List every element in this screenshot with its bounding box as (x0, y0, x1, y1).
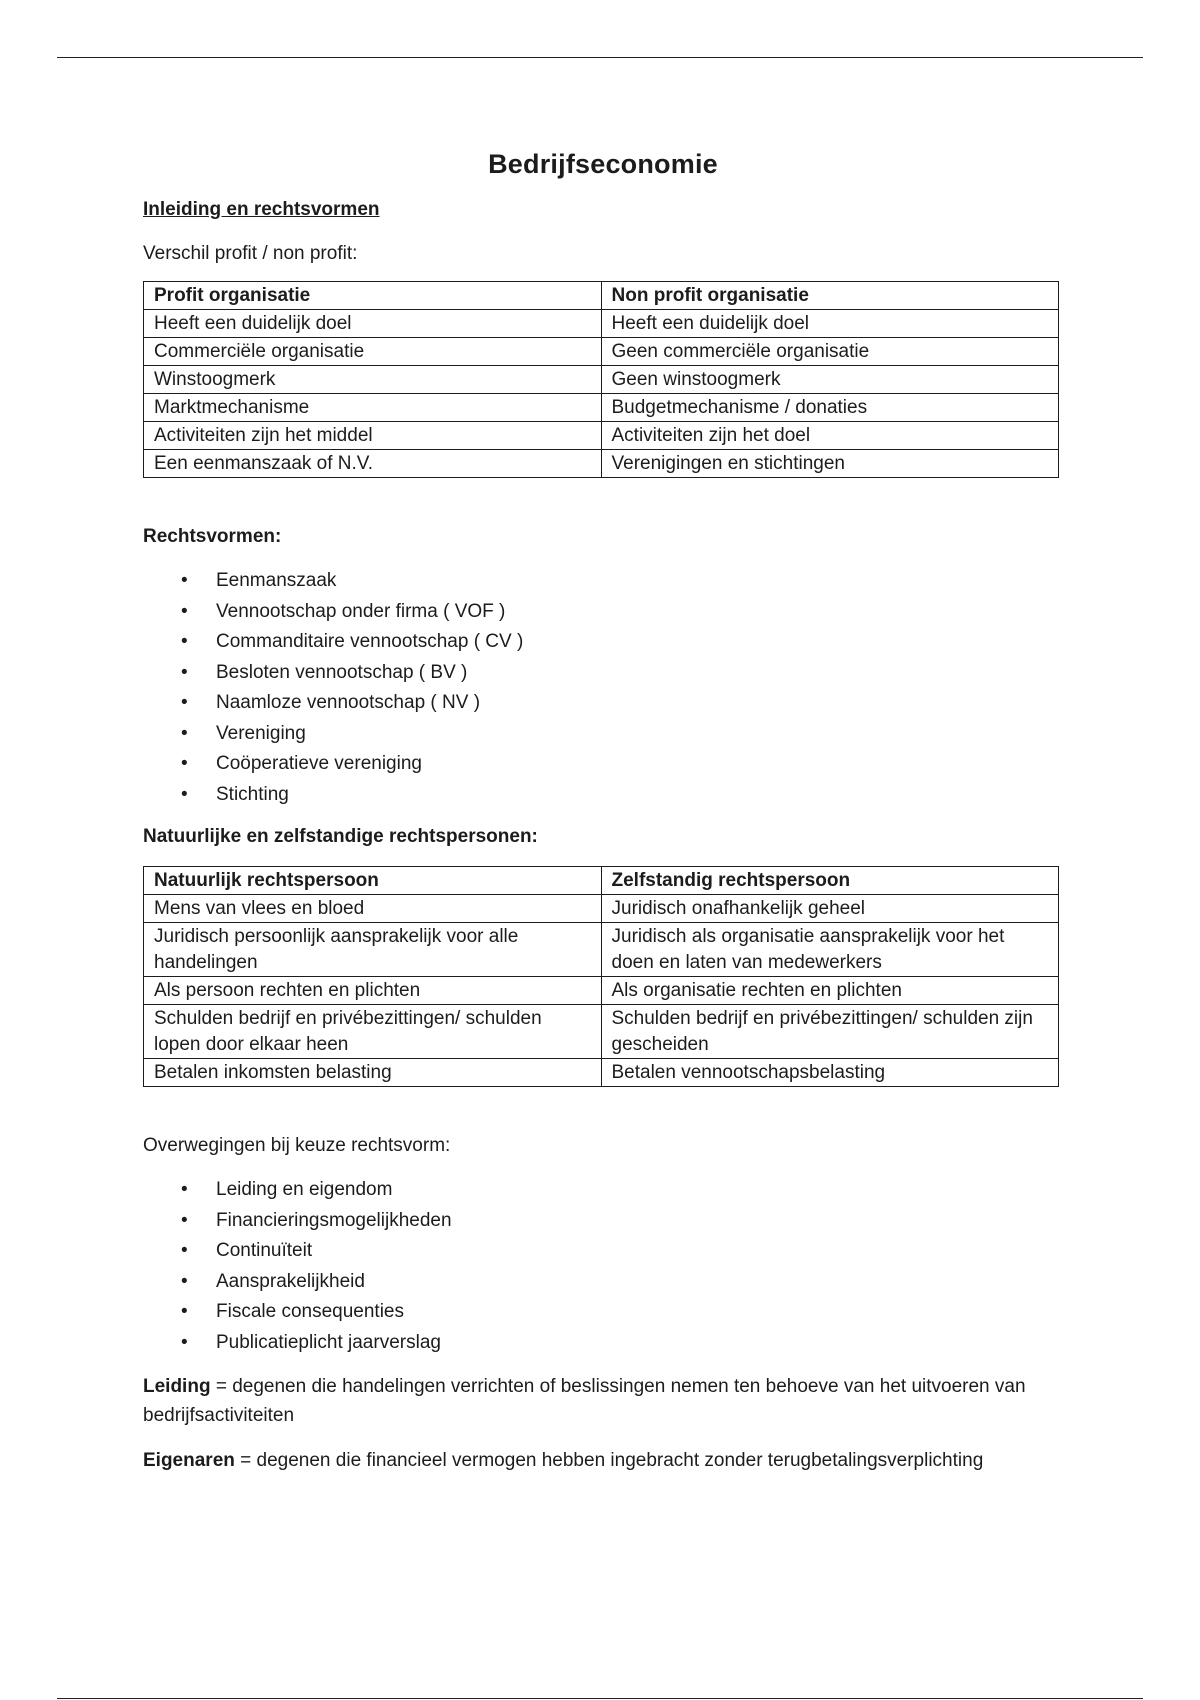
table-header-cell: Zelfstandig rechtspersoon (601, 867, 1059, 895)
definition-text: = degenen die handelingen verrichten of beslissingen nemen ten behoeve van het uitvoeren van bedrijfsactiviteiten (143, 1376, 1026, 1426)
table-row (144, 394, 1059, 422)
table-row (144, 310, 1059, 338)
list-item: • Vennootschap onder firma ( VOF ) (143, 597, 1063, 628)
list-item: • Vereniging (143, 719, 1063, 750)
table-cell: Mens van vlees en bloed (144, 895, 602, 923)
table-header-cell: Profit organisatie (144, 282, 602, 310)
overwegingen-list (143, 1175, 1063, 1358)
natuurlijk-heading: Natuurlijke en zelfstandige rechtspersonen: (143, 826, 538, 847)
table-cell: Een eenmanszaak of N.V. (144, 450, 602, 478)
top-rule (57, 57, 1143, 58)
rechtsvormen-heading: Rechtsvormen: (143, 526, 282, 547)
table-row (144, 1005, 1059, 1059)
table1-intro: Verschil profit / non profit: (143, 243, 358, 264)
document-body (143, 145, 1063, 1475)
table-cell: Verenigingen en stichtingen (601, 450, 1059, 478)
table-cell: Als organisatie rechten en plichten (601, 977, 1059, 1005)
list-item: • Fiscale consequenties (143, 1297, 1063, 1328)
list-item: • Financieringsmogelijkheden (143, 1206, 1063, 1237)
list-item: • Publicatieplicht jaarverslag (143, 1328, 1063, 1359)
table-cell: Betalen inkomsten belasting (144, 1059, 602, 1087)
table-header-row (144, 282, 1059, 310)
table-header-row (144, 867, 1059, 895)
definition-leiding (143, 1372, 1063, 1430)
section-heading-inleiding: Inleiding en rechtsvormen (143, 199, 380, 220)
table-cell: Als persoon rechten en plichten (144, 977, 602, 1005)
table-cell: Geen commerciële organisatie (601, 338, 1059, 366)
rechtspersonen-table (143, 866, 1059, 1087)
table-header-cell: Natuurlijk rechtspersoon (144, 867, 602, 895)
table-cell: Schulden bedrijf en privébezittingen/ schulden lopen door elkaar heen (144, 1005, 602, 1059)
table-cell: Activiteiten zijn het doel (601, 422, 1059, 450)
profit-nonprofit-table (143, 281, 1059, 478)
table-cell: Juridisch persoonlijk aansprakelijk voor alle handelingen (144, 923, 602, 977)
list-item: • Coöperatieve vereniging (143, 749, 1063, 780)
table-row (144, 338, 1059, 366)
definition-eigenaren (143, 1446, 1063, 1475)
bottom-rule (57, 1698, 1143, 1699)
list-item: • Stichting (143, 780, 1063, 811)
definition-text: = degenen die financieel vermogen hebben ingebracht zonder terugbetalingsverplichting (234, 1450, 984, 1471)
table-cell: Marktmechanisme (144, 394, 602, 422)
table-row (144, 366, 1059, 394)
table-cell: Budgetmechanisme / donaties (601, 394, 1059, 422)
list-item: • Naamloze vennootschap ( NV ) (143, 688, 1063, 719)
list-item: • Eenmanszaak (143, 566, 1063, 597)
table-cell: Heeft een duidelijk doel (601, 310, 1059, 338)
rechtsvormen-list (143, 566, 1063, 810)
table-cell: Geen winstoogmerk (601, 366, 1059, 394)
overwegingen-intro: Overwegingen bij keuze rechtsvorm: (143, 1135, 451, 1156)
table-cell: Activiteiten zijn het middel (144, 422, 602, 450)
list-item: • Leiding en eigendom (143, 1175, 1063, 1206)
table-row (144, 977, 1059, 1005)
definition-term: Leiding (143, 1376, 211, 1397)
list-item: • Continuïteit (143, 1236, 1063, 1267)
page-title: Bedrijfseconomie (488, 149, 718, 179)
table-row (144, 1059, 1059, 1087)
table-row (144, 895, 1059, 923)
list-item: • Aansprakelijkheid (143, 1267, 1063, 1298)
table-header-cell: Non profit organisatie (601, 282, 1059, 310)
table-cell: Juridisch als organisatie aansprakelijk voor het doen en laten van medewerkers (601, 923, 1059, 977)
table-row (144, 422, 1059, 450)
definition-term: Eigenaren (143, 1450, 235, 1471)
list-item: • Besloten vennootschap ( BV ) (143, 658, 1063, 689)
table-cell: Schulden bedrijf en privébezittingen/ schulden zijn gescheiden (601, 1005, 1059, 1059)
table-cell: Commerciële organisatie (144, 338, 602, 366)
list-item: • Commanditaire vennootschap ( CV ) (143, 627, 1063, 658)
table-cell: Heeft een duidelijk doel (144, 310, 602, 338)
table-cell: Betalen vennootschapsbelasting (601, 1059, 1059, 1087)
table-cell: Winstoogmerk (144, 366, 602, 394)
table-row (144, 450, 1059, 478)
table-row (144, 923, 1059, 977)
table-cell: Juridisch onafhankelijk geheel (601, 895, 1059, 923)
